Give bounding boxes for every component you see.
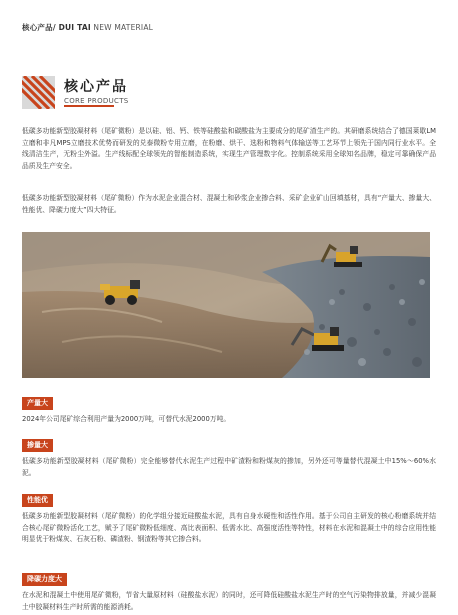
feature-text: 低碳多功能新型胶凝材料（尾矿微粉）的化学组分接近硅酸盐水泥，具有自身水硬性和活性作用。基于公司自主研发的核心粉磨系统并结合核心尾矿微粉活化工艺，赋予了尾矿微粉低细度、高比表面积、低需水比、高强度活性等特性，材料在水泥和混凝土中的综合应用性能明显优于粉煤灰、石灰石粉、磷渣粉、钢渣粉等其它掺合料。 bbox=[22, 512, 436, 544]
section-subtitle: CORE PRODUCTS bbox=[64, 96, 129, 105]
feature-output bbox=[22, 390, 436, 426]
header-label: 核心产品 bbox=[22, 23, 53, 32]
header-brand-suffix: NEW MATERIAL bbox=[93, 23, 154, 32]
feature-performance bbox=[22, 487, 436, 546]
feature-tag: 性能优 bbox=[22, 494, 53, 507]
mining-site-photo bbox=[22, 232, 430, 378]
title-underline bbox=[64, 105, 114, 107]
feature-tag: 产量大 bbox=[22, 397, 53, 410]
page-header: 核心产品/ DUI TAI NEW MATERIAL bbox=[22, 23, 154, 32]
header-brand: DUI TAI bbox=[58, 23, 91, 32]
feature-text: 低碳多功能新型胶凝材料（尾矿微粉）完全能够替代水泥生产过程中矿渣粉和粉煤灰的掺加，另外还可等量替代混凝土中15%～60%水泥。 bbox=[22, 457, 436, 477]
feature-tag: 降碳力度大 bbox=[22, 573, 67, 586]
intro-paragraph-2: 低碳多功能新型胶凝材料（尾矿微粉）作为水泥企业混合材、混凝土和砂浆企业掺合料、采矿企业矿山回填基材，具有“产量大、掺量大、性能优、降碳力度大”四大特征。 bbox=[22, 194, 436, 214]
section-title: 核心产品 bbox=[64, 78, 128, 95]
feature-dosage bbox=[22, 432, 436, 479]
feature-carbon-reduction bbox=[22, 566, 436, 613]
feature-text: 在水泥和混凝土中使用尾矿微粉，节省大量原材料（硅酸盐水泥）的同时，还可降低硅酸盐水泥生产时的空气污染物排放量，并减少混凝土中胶凝材料生产时所需的能源消耗。 bbox=[22, 591, 436, 611]
feature-tag: 掺量大 bbox=[22, 439, 53, 452]
diagonal-stripes-logo-icon bbox=[22, 76, 55, 109]
feature-text: 2024年公司尾矿综合利用产量为2000万吨，可替代水泥2000万吨。 bbox=[22, 415, 231, 423]
intro-paragraph-1: 低碳多功能新型胶凝材料（尾矿微粉）是以硅、铝、钙、铁等硅酸盐和碳酸盐为主要成分的尾矿渣生产的。其研磨系统结合了德国莱歇LM立磨和非凡MPS立磨技术优势而研发的兑泰微粉专用立磨，在粉磨、烘干、选粉和物料气体输送等工艺环节上领先于国内同行业水平。全线清洁生产，无粉尘外溢。生产线标配全球领先的智能制造系统，实现生产管理数字化。控制系统采用全球知名品牌，稳定可靠确保产品品质及生产安全。 bbox=[22, 127, 436, 170]
section-heading bbox=[22, 76, 129, 108]
